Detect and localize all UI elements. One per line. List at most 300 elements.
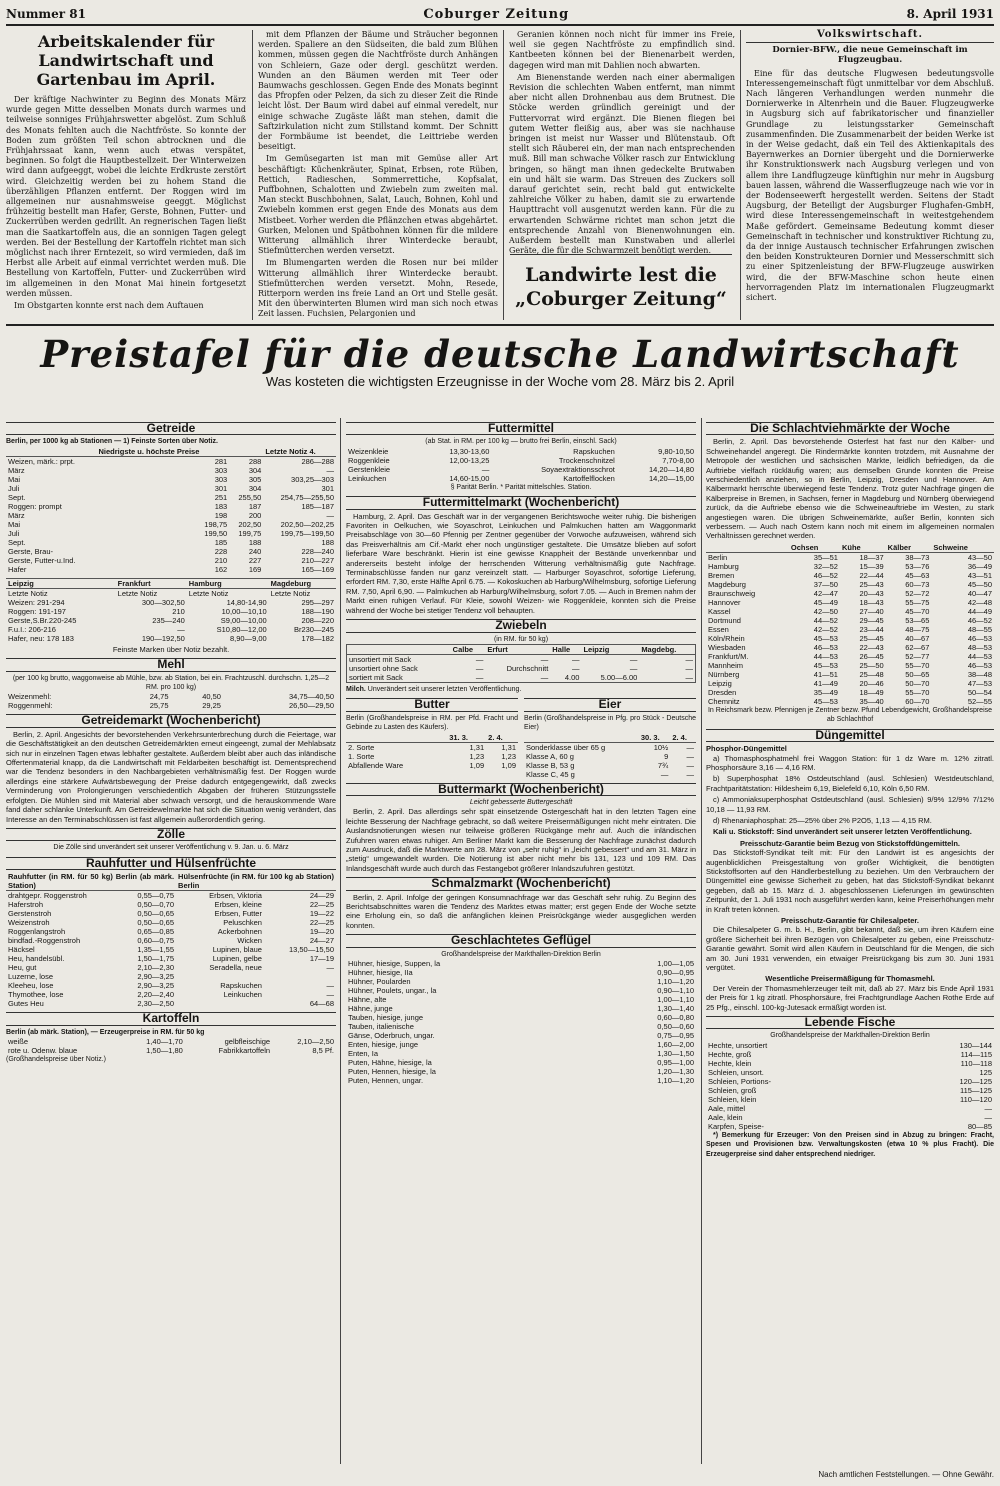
footer-note: Nach amtlichen Feststellungen. — Ohne Gewähr.: [818, 1470, 994, 1479]
table-cell: 199,75—199,50: [280, 528, 334, 538]
table-cell: Mai: [8, 519, 21, 529]
column-header: 31. 3.: [447, 733, 486, 743]
table-cell: 228: [214, 546, 228, 556]
table-cell: Hühner, hiesige, IIa: [348, 968, 413, 978]
table-cell: 210: [172, 606, 185, 616]
table-row: [706, 1104, 994, 1113]
table-row: [706, 1059, 994, 1068]
table-row: [706, 1041, 994, 1050]
table-header-row: [6, 578, 336, 588]
table-cell: —: [326, 510, 334, 520]
table-cell: 281: [214, 456, 228, 466]
column-subheader: Letzte Notiz: [117, 588, 158, 598]
table-cell: 18—49: [859, 687, 884, 697]
table-row: [6, 999, 336, 1008]
table-cell: 45—53: [813, 696, 838, 706]
table-row: [6, 963, 336, 972]
report-paragraph: b) Superphosphat 18% Ostdeutschland (ausl. Schlesien) Westdeutschland, Frachtparitätstation: Hildesheim 6,19, Bielefeld 6,10, Köln 6,50 RM.: [706, 774, 994, 793]
table-row: [6, 990, 336, 999]
table-cell: 40,50: [202, 692, 221, 702]
table-caption: Berlin, per 1000 kg ab Stationen — 1) Feinste Sorten über Notiz.: [6, 438, 218, 446]
table-cell: 198: [214, 510, 228, 520]
table-cell: Kassel: [708, 606, 731, 616]
table-cell: 183: [214, 501, 228, 511]
table-cell: 286—288: [301, 456, 334, 466]
table-cell: Leipzig: [708, 678, 732, 688]
table-cell: 36—49: [967, 561, 992, 571]
table-cell: Erbsen, kleine: [214, 900, 262, 910]
table-cell: S9,00—10,00: [220, 615, 267, 625]
table-cell: Weizenkleie: [348, 446, 389, 456]
table-row: [706, 598, 994, 607]
table-cell: 1,35—1,55: [137, 945, 175, 955]
table-cell: 199,75: [238, 528, 262, 538]
table-row: [6, 909, 336, 918]
table-cell: 235—240: [152, 615, 185, 625]
table-row: [346, 1076, 696, 1085]
table-row: [6, 529, 336, 538]
table-row: [706, 1050, 994, 1059]
table-cell: 1,00—1,05: [657, 959, 694, 969]
table-row: [6, 1046, 336, 1055]
table-cell: 228—240: [301, 546, 334, 556]
table-cell: 1,10—1,20: [657, 977, 694, 987]
table-note: In Reichsmark bezw. Pfennigen je Zentner bezw. Pfund Lebendgewicht, Großhandelspreise ab Schlachthof: [707, 706, 993, 724]
table-cell: 2,10—2,50: [297, 1036, 334, 1046]
table-cell: 1,00—1,10: [657, 995, 694, 1005]
table-cell: F.u.I.: 206-216: [8, 624, 56, 634]
table-cell: 0,75—0,95: [657, 1031, 694, 1041]
table-cell: Puten, Hähne, hiesige, la: [348, 1058, 432, 1068]
table-cell: 25—43: [859, 579, 884, 589]
table-cell: gelbfleischige: [224, 1036, 271, 1046]
table-cell: 45—50: [967, 579, 992, 589]
table-cell: 10½: [653, 742, 669, 752]
section-title: Volkswirtschaft.: [746, 30, 994, 43]
table-row: [6, 1037, 336, 1046]
column-header: Halle: [550, 644, 581, 654]
table-note: § Parität Berlin. * Parität mittelschles. Station.: [450, 483, 592, 491]
article-column-1: [6, 30, 246, 316]
table-cell: Seradella, neue: [209, 963, 262, 973]
table-cell: Weizen, märk.: prpt.: [8, 456, 75, 466]
issue-date: 8. April 1931: [906, 7, 994, 21]
table-row: [6, 891, 336, 901]
table-cell: Hähne, junge: [348, 1004, 393, 1014]
article-paragraph: Am Bienenstande werden nach einer abermaligen Revision die schlechten Waben entfernt, man nimmt aber nicht allen Drohnenbau aus dem Brutnest. Die Stöcke werden gründlich gereinigt und der Futtervorrat wird ergänzt. Die Bienen fliegen bei gutem Wetter fleißig aus, aber was sie nachhause bringen ist meist nur Wasser und Blütenstaub. Oft stellt sich Räuberei ein, der man nach entsprechenden muß. Bill man schwache Völker rasch zur Entwicklung bringen, so hängt man ihnen gedeckelte Brutwaben ein und hält sie warm. Das Streuen des Zuckers soll darauf gerichtet sein, recht bald gut entwickelte zahlreiche Völker zu haben, damit sie zu erwartende Haupttracht voll ausgenutzt werden kann. Für die zu erwartenden Schwärme richtet man schon jetzt die entsprechende Anzahl von Bienenwohnungen ein. Außerdem bestellt man Kunstwaben und allerlei Geräte, die für die Schwarmzeit benötigt werden.: [509, 72, 735, 256]
table-cell: Lupinen, gelbe: [212, 954, 262, 964]
table-cell: 0,90—1,10: [657, 986, 694, 996]
table-cell: 0,65—0,85: [137, 927, 175, 937]
column-header: Leipzig: [581, 644, 639, 654]
table-cell: 9: [664, 751, 669, 761]
price-table-banner: [0, 332, 1000, 389]
table-cell: 52—55: [967, 696, 992, 706]
table-row: [6, 493, 336, 502]
table-cell: 25,75: [149, 701, 169, 711]
report-note: Die Zölle sind unverändert seit unserer Veröffentlichung v. 9. Jan. u. 6. März: [53, 844, 289, 852]
table-row: [346, 968, 696, 977]
table-row: [706, 1095, 994, 1104]
table-row: [706, 1077, 994, 1086]
table-cell: 110—118: [960, 1058, 992, 1068]
table-cell: —: [475, 672, 484, 682]
table-cell: —: [326, 990, 334, 1000]
table-cell: 202,50—202,25: [280, 519, 334, 529]
column-header: Frankfurt: [116, 578, 187, 588]
table-cell: Tauben, italienische: [348, 1022, 414, 1032]
table-cell: 2,10—2,30: [137, 963, 175, 973]
report-paragraph: Kali u. Stickstoff: Sind unverändert seit unserer letzten Veröffentlichung.: [713, 827, 972, 837]
section-title: Lebende Fische: [706, 1016, 994, 1029]
table-cell: 300—302,50: [141, 597, 185, 607]
table-cell: 20—43: [859, 588, 884, 598]
table-cell: 50—65: [905, 669, 930, 679]
table-caption: (per 100 kg brutto, waggonweise ab Mühle, bzw. ab Station, bei ein. Frachtzuschl. durchschn. 1,25—2 RM. pro 100 kg): [12, 674, 330, 692]
table-cell: Enten, Ia: [348, 1049, 379, 1059]
table-cell: Karpfen, Speise-: [708, 1121, 764, 1131]
column-divider: [503, 30, 504, 320]
table-row: [6, 556, 336, 565]
table-cell: rote u. Odenw. blaue: [8, 1045, 78, 1055]
table-cell: Roggen: 191-197: [8, 606, 66, 616]
table-cell: 42—50: [813, 606, 838, 616]
column-header: Hamburg: [187, 578, 269, 588]
column-header: Niedrigste u. höchste Preise: [97, 447, 230, 457]
table-cell: 1,50—1,75: [137, 954, 175, 964]
promo-line-1: Landwirte lest die: [525, 264, 717, 286]
table-row: [6, 520, 336, 529]
table-cell: 188—190: [301, 606, 334, 616]
table-cell: Fabrikkartoffeln: [218, 1045, 271, 1055]
table-caption: (ab Stat. in RM. per 100 kg — brutto frei Berlin, einschl. Sack): [425, 438, 617, 446]
table-cell: Sonderklasse über 65 g: [526, 742, 606, 752]
table-cell: Haferstroh: [8, 900, 44, 910]
grain-price-table: [6, 447, 336, 574]
feed-price-table: [346, 447, 696, 483]
report-paragraph: Berlin, 2. April. Das bevorstehende Osterfest hat fast nur den Kälber- und Schweinehandel angeregt. Die Rindermärkte konnten trotzdem, mit Ausnahme der Metropole der westlichen und sächsischen Märkte, leidlich befriedigen, da die Auftriebe vielfach rückläufig waren; aus demselben Grunde konnten die Preise verschiedentlich anziehen, so in Berlin, Leipzig, Dresden und Hannover. Am Kälbermarkt herrschte überwiegend feste Tendenz. Trotz guter Nachfrage gingen die Kälberpreise in Bremen, in Sachsen, ferner in Magdeburg und Nürnberg überwiegend zurück, da die Auftriebe ebenso wie die Schweineauftriebe im Westen, zu stark angestiegen waren. Die übrigen Schweinemärkte, außer Berlin, konnten sich verbessern. — Auch nach Ostern kann noch mit einem im allgemeinen normalen Verhältnissen gerechnet werden.: [706, 437, 994, 541]
table-cell: 188: [321, 537, 334, 547]
table-cell: 185—187: [301, 501, 334, 511]
table-cell: 227: [248, 555, 262, 565]
table-cell: 46—53: [967, 633, 992, 643]
table-cell: —: [685, 672, 693, 682]
table-row: [706, 634, 994, 643]
table-cell: 60—73: [905, 579, 930, 589]
table-body: [6, 692, 336, 710]
table-cell: 64—68: [309, 999, 334, 1009]
table-row: [346, 761, 518, 770]
table-cell: —: [660, 769, 669, 779]
table-row: [706, 607, 994, 616]
section-title: Getreidemarkt (Wochenbericht): [6, 714, 336, 727]
table-cell: 44—53: [813, 651, 838, 661]
table-cell: 53—65: [905, 615, 930, 625]
table-row: [346, 1040, 696, 1049]
table-row: [6, 625, 336, 634]
table-cell: Tauben, hiesige, junge: [348, 1013, 424, 1023]
table-body: [6, 598, 336, 643]
butter-table: [346, 733, 518, 770]
report-paragraph: d) Rhenaniaphosphat: 25—25% über 2% P2O5, 1,13 — 4,15 RM.: [713, 815, 932, 825]
table-cell: Wicken: [237, 936, 262, 946]
table-cell: Weizen: 291-294: [8, 597, 65, 607]
table-cell: 42—48: [967, 597, 992, 607]
table-cell: Essen: [708, 624, 729, 634]
table-cell: 55—70: [905, 687, 930, 697]
table-cell: 208—220: [301, 615, 334, 625]
table-cell: 303: [214, 474, 228, 484]
table-cell: 25—45: [859, 633, 884, 643]
table-cell: Hechte, unsortiert: [708, 1040, 768, 1050]
table-subheader-row: [6, 588, 336, 598]
table-header-row: [347, 644, 696, 654]
table-cell: 41—51: [813, 669, 838, 679]
table-cell: 240: [248, 546, 262, 556]
table-cell: 14,60-15,00: [449, 473, 490, 483]
table-note: (Großhandelspreise über Notiz.): [6, 1055, 106, 1063]
table-cell: 25—50: [859, 660, 884, 670]
banner-title: Preistafel für die deutsche Landwirtschaft: [40, 332, 960, 376]
table-row: [706, 616, 994, 625]
table-row: [347, 654, 696, 664]
table-row: [706, 625, 994, 634]
table-cell: 22—44: [859, 570, 884, 580]
table-cell: 46—53: [967, 660, 992, 670]
table-cell: 114—115: [960, 1049, 992, 1059]
table-cell: 24,75: [149, 692, 169, 702]
table-row: [346, 1049, 696, 1058]
report-paragraph: Berlin, 2. April. Infolge der geringen Konsumnachfrage war das Geschäft sehr ruhig. Zu Beginn des Berichtsabschnittes waren die Tendenz des Marktes etwas matter; erst gegen Ende der Woche setzte eine Erholung ein, so daß die anfänglichen kleinen Preisrückgänge wieder ausgeglichen werden konnten.: [346, 892, 696, 930]
poultry-table: [346, 959, 696, 1085]
table-row: [706, 643, 994, 652]
subsection-title: Preisschutz-Garantie für Chilesalpeter.: [781, 916, 919, 925]
report-paragraph: Hamburg, 2. April. Das Geschäft war in der vergangenen Berichtswoche weiter ruhig. Die bisherigen Favoriten in Oelkuchen, wie Soyaschrot, Leinkuchen und Palmkuchen hatten am Waggonmarkt Preisabschläge von 30—60 Pfennig per Zentner gegenüber der Vorwoche aufzuweisen, während sich das Preisverhältnis am Cif.-Markt eher noch ungünstiger gestaltete. Die Umsätze blieben auf sofort lieferbare Ware beschränkt. Hierin ist eine gewisse Knappheit der Bestände unverkennbar und andererseits besteht infolge der herrschenden Witterung verhältnismäßig gute Nachfrage. Terminabschlüsse fanden nur ganz vereinzelt statt. — Harburger Soyaschrot, sofortige Lieferung, erfordert RM. 7,30, erste Hälfte April 6.75. — Kokoskuchen ab Harburg/Wilhelmsburg, sofortige Lieferung RM. 7,50, April 6,90. — Palmkuchen ab Harburg/Wilhelmsburg, sofort 7.05. — Auch in Bremen nahm der Markt einen ruhigen Verlauf. Für Kleie, sowohl Weizen- wie Roggenkleie, konnten sich die Preise während der Woche bei stetiger Tendenz voll behaupten.: [346, 511, 696, 615]
column-header: [229, 447, 263, 457]
table-row: [346, 1022, 696, 1031]
article-column-3: [509, 30, 735, 256]
table-row: [706, 1086, 994, 1095]
report-paragraph: c) Ammoniaksuperphosphat Ostdeutschland (ausl. Schlesien) 9/9% 12/9% 7/12% 10,18 — 11,93 RM.: [706, 795, 994, 814]
table-cell: 20—46: [859, 678, 884, 688]
table-cell: 0,50—0,65: [137, 918, 175, 928]
table-cell: 42—52: [813, 624, 838, 634]
article-paragraph: mit dem Pflanzen der Bäume und Sträucher begonnen werden. Spaliere an den Südseiten, die bald zum Blühen kommen, müssen gegen die Nachtfröste durch Anhängen von Schleiern, Gaze oder dergl. geschützt werden. Wunden an den Bäumen werden mit Teer oder Baumwachs geschlossen. Gegen Ende des Monats beginnt das Pfropfen oder Pelzen, da sich zu dieser Zeit die Rinde leicht löst. Der Baum wird dabei auf einmal veredelt, nur einige schwache Zugäste läßt man stehen, damit die Saftzirkulation nicht zum Stillstand kommt. Der Schnitt der Formbäume ist beendet, die Leittriebe werden beseitigt.: [258, 30, 498, 152]
table-cell: 24—27: [309, 936, 334, 946]
table-row: [346, 465, 696, 474]
table-body: [706, 1041, 994, 1131]
table-cell: Sept.: [8, 492, 26, 502]
table-cell: Erbsen, Viktoria: [209, 891, 262, 901]
table-cell: 26—45: [859, 651, 884, 661]
table-row: [6, 945, 336, 954]
table-cell: —: [629, 663, 638, 673]
table-cell: 0,55—0,75: [137, 891, 175, 901]
table-cell: Hafer: [8, 564, 27, 574]
table-cell: 34,75—40,50: [288, 692, 334, 702]
table-cell: Hamburg: [708, 561, 739, 571]
report-subtitle: Leicht gebesserte Buttergeschäft: [469, 798, 573, 806]
table-cell: Weizenstroh: [8, 918, 50, 928]
table-cell: 19—20: [309, 927, 334, 937]
column-header: Ochsen: [789, 543, 840, 553]
article-paragraph: Im Gemüsegarten ist man mit Gemüse aller Art beschäftigt: Küchenkräuter, Spinat, Erbsen, rote Rüben, Rettich, Radieschen, Sommerrettiche, Kopfsalat, Puffbohnen, Schalotten und Zwiebeln zum zweiten mal. Man steckt Buschbohnen, Salat, Lauch, Bohnen, Kohl und Zwiebeln kommen erst gegen Ende des Monats aus dem Mistbeet. Vorher werden die Pflänzchen etwas abgehärtet. Gurken, Melonen und Spätbohnen können für die mildere Witterung allmählich ihrer Winterdecke beraubt, Stiefmütterchen werden versetzt.: [258, 154, 498, 256]
table-cell: 35—51: [813, 552, 838, 562]
table-cell: Peluschken: [223, 918, 262, 928]
table-cell: 14,20—15,00: [648, 473, 694, 483]
table-row: [706, 1122, 994, 1131]
table-cell: 4.00: [564, 672, 580, 682]
table-cell: Gerste, Futter-u.Ind.: [8, 555, 76, 565]
table-row: [6, 547, 336, 556]
table-cell: 55—75: [905, 597, 930, 607]
table-row: [706, 679, 994, 688]
table-cell: 38—73: [905, 552, 930, 562]
table-row: [6, 701, 336, 710]
table-row: [6, 565, 336, 574]
table-cell: März: [8, 510, 25, 520]
column-header: Kälber: [886, 543, 932, 553]
table-cell: 13,30-13,60: [449, 446, 490, 456]
table-cell: 251: [214, 492, 228, 502]
table-cell: 0,60—0,80: [657, 1013, 694, 1023]
roughage-table: [6, 872, 336, 1008]
section-title: Die Schlachtviehmärkte der Woche: [706, 422, 994, 435]
column-header: Rauhfutter (in RM. für 50 kg) Berlin (ab märk. Station): [8, 872, 175, 891]
banner-subtitle: Was kosteten die wichtigsten Erzeugnisse in der Woche vom 28. März bis 2. April: [265, 374, 735, 389]
table-cell: Hafer, neu: 178 183: [8, 633, 74, 643]
table-row: [346, 752, 518, 761]
table-cell: —: [686, 769, 694, 779]
table-cell: 301: [321, 483, 334, 493]
table-body: [346, 959, 696, 1085]
table-cell: 1,10—1,20: [657, 1076, 694, 1086]
table-body: [6, 1037, 336, 1055]
table-row: [6, 607, 336, 616]
table-cell: 1,50—1,80: [146, 1045, 183, 1055]
table-cell: Nürnberg: [708, 669, 740, 679]
table-cell: Schleien, Portions-: [708, 1076, 771, 1086]
table-cell: 304: [248, 483, 262, 493]
table-cell: 52—77: [905, 651, 930, 661]
table-cell: 295—297: [301, 597, 334, 607]
table-cell: S10,80—12,00: [216, 624, 267, 634]
section-title: Rauhfutter und Hülsenfrüchte: [6, 857, 336, 870]
table-cell: Trockenschnitzel: [558, 455, 615, 465]
column-header: Calbe: [451, 644, 486, 654]
report-paragraph: Das Stickstoff-Syndikat teilt mit: Für den Landwirt ist es angesichts der augenblicklichen Preisgestaltung von großer Wichtigkeit, die benötigten Stickstoffsorten auf den Händlerbestellung zu beziehen. Um den Verbrauchern der Düngemittel eine gewisse Sicherheit zu geben, hat das Stickstoff-Syndikat bekannt gegeben, daß ab 15. März d. J. abgeschlossenen Lieferungen im gewünschten Zeitpunkt, der 1. Juli 1931 noch ausgeführt werden kann, keine Preiserhöhungen mehr in Kraft treten können.: [706, 848, 994, 914]
column-header: Schweine: [931, 543, 994, 553]
potato-table: [6, 1037, 336, 1055]
table-cell: Magdeburg: [708, 579, 746, 589]
table-row: [6, 927, 336, 936]
column-subheader: Letzte Notiz: [8, 588, 48, 598]
table-row: [346, 1031, 696, 1040]
table-row: [346, 1004, 696, 1013]
table-cell: 45—53: [813, 633, 838, 643]
table-row: [706, 652, 994, 661]
table-cell: 18—43: [859, 597, 884, 607]
table-cell: 44—53: [967, 651, 992, 661]
table-cell: 60—70: [905, 696, 930, 706]
table-cell: —: [685, 663, 693, 673]
section-title: Getreide: [6, 422, 336, 435]
table-body: [706, 552, 994, 706]
table-cell: 110—120: [960, 1094, 992, 1104]
article-paragraph: Geranien können noch nicht für immer ins Freie, weil sie gegen Nachtfröste zu empfindlich sind. Kantbeeten können bei der Bienenarbeit werden, dagegen wird man mit Dahlien noch abwarten.: [509, 30, 735, 70]
table-cell: 303,25—303: [291, 474, 334, 484]
table-cell: Hühner, Poulets, ungar., la: [348, 986, 437, 996]
table-cell: 48—53: [967, 642, 992, 652]
table-cell: 10,00—10,10: [221, 606, 267, 616]
table-row: [346, 977, 696, 986]
table-row: [6, 900, 336, 909]
table-cell: Roggen: prompt: [8, 501, 62, 511]
table-cell: 23—44: [859, 624, 884, 634]
table-row: [346, 959, 696, 968]
column-header: 30. 3.: [639, 733, 670, 743]
table-cell: 190—192,50: [141, 633, 185, 643]
table-cell: 1. Sorte: [348, 751, 375, 761]
table-cell: 210: [214, 555, 228, 565]
table-cell: 29,25: [202, 701, 221, 711]
report-paragraph: Berlin, 2. April. Angesichts der bevorstehenden Verkehrsunterbrechung durch die Feiertage, war die Geschäftstätigkeit an den deutschen Getreidemärkten erneut eingeengt, zumal der Mehlabsatz sich nur in einzelnen Tagen etwas lebhafter gestaltete. Außerdem bleibt aber auch das inländische Offertenmaterial knapp, da die Landwirtschaft mit Feldarbeiten beschäftigt ist. Dementsprechend war die Tendenz besonders in den Nachbargebieten verhältnismäßig fest. Der Roggen wurde allerdings eine stärkere Aufwärtsbewegung der Preise dadurch entgegengewirkt, daß zwecks Verminderung von Prolongierungen verschiedentlich Abgaben der früheren Stützungsstelle erfolgten. Die Mühlen sind mit Material aber schwach versorgt, und die herauskommende Ware fand daher schlanke Unterkunft. Am Getreidewelmarkte hat sich die Situation wenig verändert, das Interesse an den Terminabschlüssen ist fast allgemein außerordentlich gering.: [6, 729, 336, 824]
column-subheader: Letzte Notiz: [188, 588, 229, 598]
table-cell: 43—51: [967, 570, 992, 580]
table-cell: Sept.: [8, 537, 26, 547]
table-cell: Hechte, klein: [708, 1058, 752, 1068]
table-cell: Thymothee, lose: [8, 990, 64, 1000]
table-row: [6, 538, 336, 547]
table-cell: 50—70: [905, 678, 930, 688]
table-cell: 0,95—1,00: [657, 1058, 694, 1068]
table-cell: 41—49: [813, 678, 838, 688]
report-paragraph: a) Thomasphosphatmehl frei Waggon Station: für 1 dz Ware m. 12% zitratl. Phosphorsäure 3,16 — 4,16 RM.: [706, 753, 994, 772]
table-row: [346, 1067, 696, 1076]
subsection-title: Wesentliche Preisermäßigung für Thomasmehl.: [765, 974, 935, 984]
table-row: [6, 918, 336, 927]
table-cell: Luzerne, lose: [8, 972, 54, 982]
table-cell: 188: [248, 537, 262, 547]
column-header: Erfurt: [485, 644, 550, 654]
column-header: [706, 543, 789, 553]
table-cell: 8,5 Pf.: [312, 1045, 334, 1055]
table-cell: Aale, klein: [708, 1112, 743, 1122]
onion-price-table: [346, 644, 696, 683]
table-cell: 27—40: [859, 606, 884, 616]
table-cell: 12,00-13,25: [449, 455, 490, 465]
table-cell: 14,80-14,90: [226, 597, 267, 607]
column-header: 2. 4.: [486, 733, 518, 743]
table-cell: —: [629, 654, 638, 664]
table-cell: Gerste,S.Br.220-245: [8, 615, 77, 625]
table-cell: Puten, Hennen, ungar.: [348, 1076, 424, 1086]
section-title: Buttermarkt (Wochenbericht): [346, 783, 696, 796]
table-cell: Leinkuchen: [223, 990, 262, 1000]
table-note: Feinste Marken über Notiz bezahlt.: [112, 644, 230, 654]
table-row: [346, 1058, 696, 1067]
table-cell: —: [481, 464, 490, 474]
report-note: *) Bemerkung für Erzeuger: Von den Preisen sind in Abzug zu bringen: Fracht, Spesen und Provisionen bzw. Verwaltungskosten (etwa 10 % plus Fracht). Die Erzeugerpreise sind daher entsprechend niedriger.: [706, 1131, 994, 1158]
table-row: [524, 752, 696, 761]
table-caption: Großhandelspreise der Markthallen-Direktion Berlin: [441, 950, 601, 958]
table-cell: —: [475, 663, 484, 673]
table-row: [6, 502, 336, 511]
table-row: [6, 475, 336, 484]
table-cell: 130—144: [959, 1040, 992, 1050]
milk-note: Unverändert seit unserer letzten Veröffentlichung.: [367, 685, 522, 693]
table-row: [6, 936, 336, 945]
